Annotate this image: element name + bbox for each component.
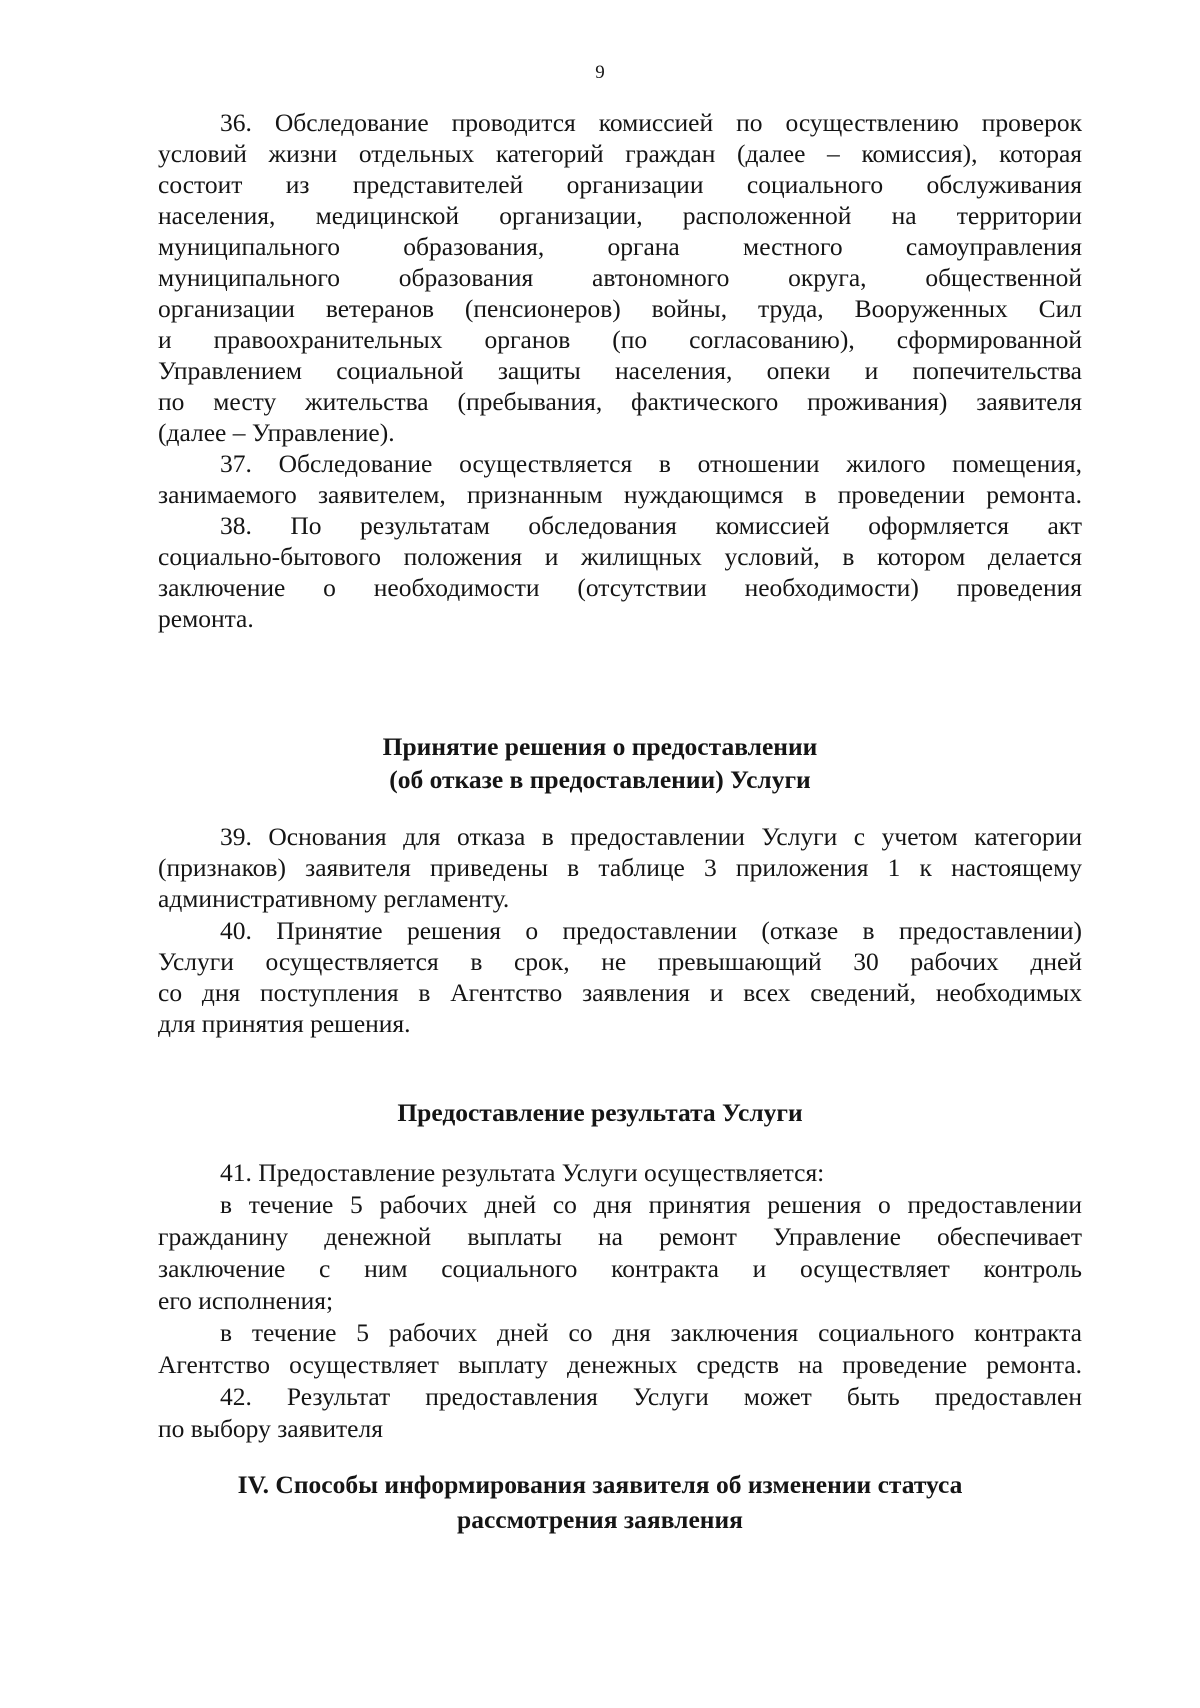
text-line: условий жизни отдельных категорий граждан (далее – комиссия), которая: [158, 139, 1082, 168]
text-line: административному регламенту.: [158, 884, 510, 913]
text-line: заключение с ним социального контракта и осуществляет контроль: [158, 1254, 1082, 1283]
text-line: социально-бытового положения и жилищных условий, в котором делается: [158, 542, 1082, 571]
text-line: Управлением социальной защиты населения, опеки и попечительства: [158, 356, 1082, 385]
text-line: и правоохранительных органов (по согласованию), сформированной: [158, 325, 1082, 354]
text-line: 38. По результатам обследования комиссией оформляется акт: [220, 511, 1082, 540]
text-line: 42. Результат предоставления Услуги может быть предоставлен: [220, 1382, 1082, 1411]
text-line: 37. Обследование осуществляется в отношении жилого помещения,: [220, 449, 1082, 478]
text-line: по выбору заявителя: [158, 1414, 383, 1443]
text-line: Услуги осуществляется в срок, не превышающий 30 рабочих дней: [158, 947, 1082, 976]
section-heading-result: Предоставление результата Услуги: [397, 1098, 803, 1127]
text-line: муниципального образования автономного округа, общественной: [158, 263, 1082, 292]
text-line: для принятия решения.: [158, 1009, 411, 1038]
text-line: гражданину денежной выплаты на ремонт Управление обеспечивает: [158, 1222, 1082, 1251]
text-line: Агентство осуществляет выплату денежных средств на проведение ремонта.: [158, 1350, 1082, 1379]
text-line: в течение 5 рабочих дней со дня принятия решения о предоставлении: [220, 1190, 1082, 1219]
text-line: заключение о необходимости (отсутствии необходимости) проведения: [158, 573, 1082, 602]
text-line: населения, медицинской организации, расположенной на территории: [158, 201, 1082, 230]
text-line: со дня поступления в Агентство заявления и всех сведений, необходимых: [158, 978, 1082, 1007]
section-heading-iv: IV. Способы информирования заявителя об изменении статуса: [237, 1470, 963, 1499]
section-heading-decision-line2: (об отказе в предоставлении) Услуги: [389, 765, 811, 794]
text-line: организации ветеранов (пенсионеров) войны, труда, Вооруженных Сил: [158, 294, 1082, 323]
text-line: муниципального образования, органа местного самоуправления: [158, 232, 1082, 261]
text-line: ремонта.: [158, 604, 254, 633]
text-line: состоит из представителей организации социального обслуживания: [158, 170, 1082, 199]
text-line: (признаков) заявителя приведены в таблице 3 приложения 1 к настоящему: [158, 853, 1082, 882]
text-line: 41. Предоставление результата Услуги осуществляется:: [220, 1158, 825, 1187]
text-line: 39. Основания для отказа в предоставлении Услуги с учетом категории: [220, 822, 1082, 851]
section-heading-iv-line2: рассмотрения заявления: [457, 1505, 743, 1534]
page-number: 9: [595, 62, 605, 83]
text-line: по месту жительства (пребывания, фактического проживания) заявителя: [158, 387, 1082, 416]
text-line: (далее – Управление).: [158, 418, 395, 447]
text-line: занимаемого заявителем, признанным нуждающимся в проведении ремонта.: [158, 480, 1082, 509]
text-line: его исполнения;: [158, 1286, 334, 1315]
text-line: в течение 5 рабочих дней со дня заключения социального контракта: [220, 1318, 1082, 1347]
text-line: 40. Принятие решения о предоставлении (отказе в предоставлении): [220, 916, 1082, 945]
text-line: 36. Обследование проводится комиссией по осуществлению проверок: [220, 108, 1082, 137]
section-heading-decision: Принятие решения о предоставлении: [382, 732, 818, 761]
